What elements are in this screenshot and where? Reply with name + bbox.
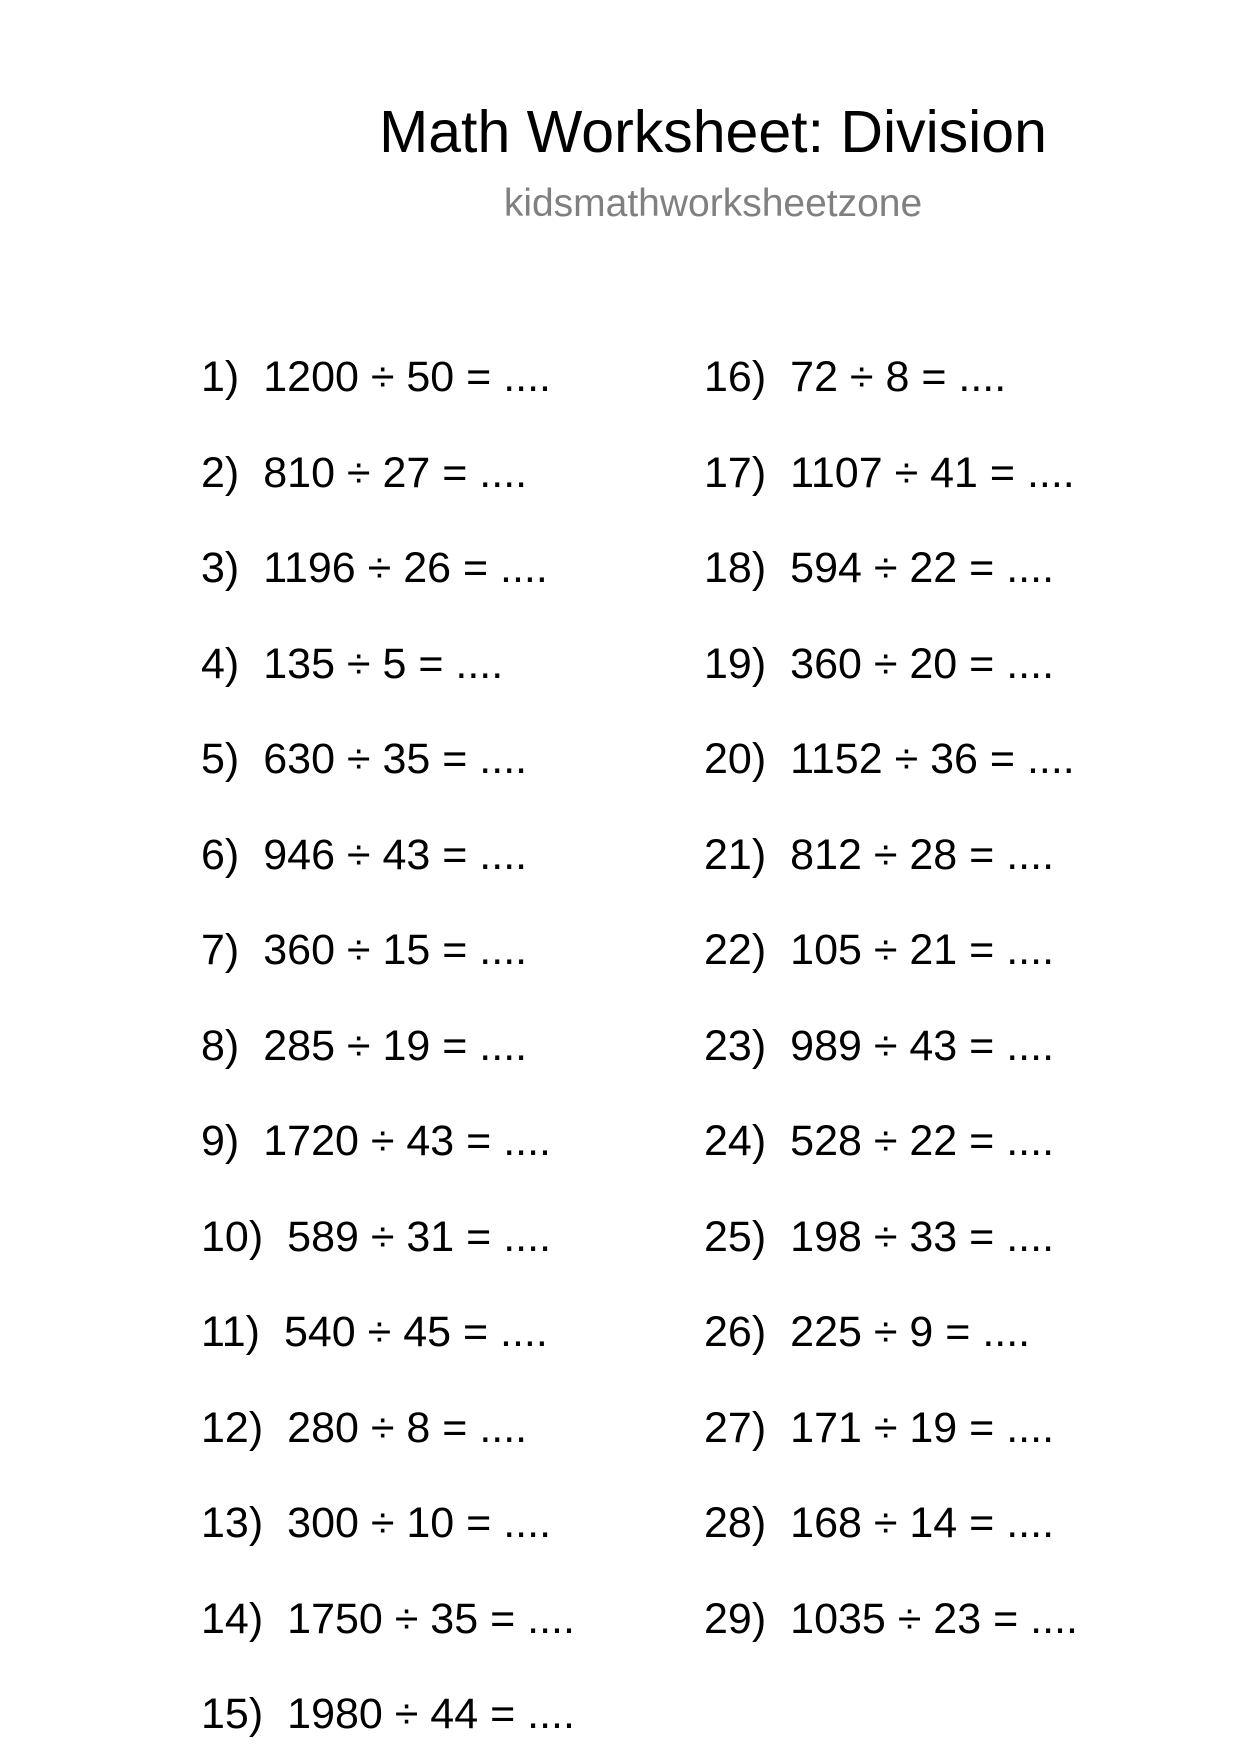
problem-number: 12)	[201, 1403, 264, 1452]
problem-item	[704, 639, 1054, 689]
problem-expression: 225 ÷ 9 = ....	[790, 1308, 1031, 1356]
problem-expression: 1035 ÷ 23 = ....	[790, 1594, 1078, 1643]
problem-number: 15)	[201, 1690, 264, 1738]
problem-expression: 1152 ÷ 36 = ....	[790, 735, 1075, 783]
problem-expression: 105 ÷ 21 = ....	[790, 926, 1055, 974]
problem-number: 23)	[704, 1021, 767, 1070]
problem-number: 26)	[704, 1308, 767, 1356]
worksheet-subtitle: kidsmathworksheetzone	[503, 182, 923, 225]
problem-expression: 285 ÷ 19 = ....	[263, 1021, 528, 1070]
problem-number: 27)	[704, 1403, 767, 1452]
problem-expression: 1196 ÷ 26 = ....	[263, 544, 548, 592]
problem-expression: 630 ÷ 35 = ....	[263, 735, 528, 783]
problem-expression: 1200 ÷ 50 = ....	[263, 353, 552, 401]
problem-item	[201, 1212, 551, 1262]
problem-number: 1)	[201, 353, 240, 401]
problem-expression: 1980 ÷ 44 = ....	[287, 1690, 575, 1738]
problem-item	[704, 1116, 1054, 1166]
problem-number: 18)	[704, 544, 767, 592]
problem-expression: 300 ÷ 10 = ....	[287, 1499, 552, 1547]
problem-item	[704, 1594, 1078, 1644]
problem-item	[201, 830, 527, 880]
problem-expression: 540 ÷ 45 = ....	[283, 1308, 548, 1356]
problem-item	[201, 925, 527, 975]
problem-number: 19)	[704, 639, 767, 688]
problem-item	[704, 448, 1075, 498]
problem-item	[201, 543, 548, 593]
problem-number: 24)	[704, 1117, 767, 1165]
problem-item	[201, 1021, 527, 1071]
problem-item	[201, 1594, 575, 1644]
problem-number: 13)	[201, 1499, 264, 1547]
problem-number: 2)	[201, 448, 240, 497]
problem-item	[201, 639, 503, 689]
problem-expression: 989 ÷ 43 = ....	[790, 1021, 1055, 1070]
problem-expression: 1107 ÷ 41 = ....	[790, 448, 1075, 497]
problem-item	[201, 1403, 527, 1453]
problem-item	[704, 1307, 1030, 1357]
problem-expression: 198 ÷ 33 = ....	[790, 1212, 1055, 1261]
problem-number: 22)	[704, 926, 767, 974]
problem-expression: 810 ÷ 27 = ....	[263, 448, 528, 497]
problem-item	[704, 830, 1054, 880]
problem-expression: 360 ÷ 20 = ....	[790, 639, 1055, 688]
problem-number: 29)	[704, 1594, 767, 1643]
problem-item	[201, 1498, 551, 1548]
problem-number: 4)	[201, 639, 240, 688]
problem-expression: 72 ÷ 8 = ....	[790, 353, 1007, 401]
problem-expression: 135 ÷ 5 = ....	[263, 639, 504, 688]
problem-item	[704, 734, 1075, 784]
problem-number: 6)	[201, 830, 240, 879]
problem-item	[201, 448, 527, 498]
problem-expression: 589 ÷ 31 = ....	[287, 1212, 552, 1261]
problem-number: 25)	[704, 1212, 767, 1261]
problem-number: 21)	[704, 830, 767, 879]
problem-expression: 168 ÷ 14 = ....	[790, 1499, 1055, 1547]
problem-number: 9)	[201, 1117, 240, 1165]
problem-expression: 946 ÷ 43 = ....	[263, 830, 528, 879]
problem-item	[704, 1021, 1054, 1071]
problem-number: 20)	[704, 735, 767, 783]
problem-expression: 1720 ÷ 43 = ....	[263, 1117, 552, 1165]
problem-item	[201, 1307, 548, 1357]
problem-number: 8)	[201, 1021, 240, 1070]
problem-item	[704, 1403, 1054, 1453]
problem-expression: 812 ÷ 28 = ....	[790, 830, 1055, 879]
problem-expression: 360 ÷ 15 = ....	[263, 926, 528, 974]
problem-item	[704, 1212, 1054, 1262]
worksheet-title: Math Worksheet: Division	[379, 99, 1047, 165]
problem-expression: 528 ÷ 22 = ....	[790, 1117, 1055, 1165]
problem-number: 16)	[704, 353, 767, 401]
problem-item	[704, 352, 1006, 402]
problem-number: 17)	[704, 448, 767, 497]
problem-number: 28)	[704, 1499, 767, 1547]
problem-expression: 280 ÷ 8 = ....	[287, 1403, 528, 1452]
problem-number: 7)	[201, 926, 240, 974]
problem-item	[201, 352, 551, 402]
problem-item	[704, 1498, 1054, 1548]
problem-number: 14)	[201, 1594, 264, 1643]
problem-expression: 1750 ÷ 35 = ....	[287, 1594, 575, 1643]
problem-item	[704, 543, 1054, 593]
problem-expression: 594 ÷ 22 = ....	[790, 544, 1055, 592]
problem-number: 10)	[201, 1212, 264, 1261]
problem-number: 3)	[201, 544, 240, 592]
problem-item	[201, 1689, 575, 1739]
problem-item	[201, 1116, 551, 1166]
problem-number: 5)	[201, 735, 240, 783]
problem-item	[201, 734, 527, 784]
problem-number: 11)	[201, 1308, 260, 1356]
problem-expression: 171 ÷ 19 = ....	[790, 1403, 1055, 1452]
problem-item	[704, 925, 1054, 975]
